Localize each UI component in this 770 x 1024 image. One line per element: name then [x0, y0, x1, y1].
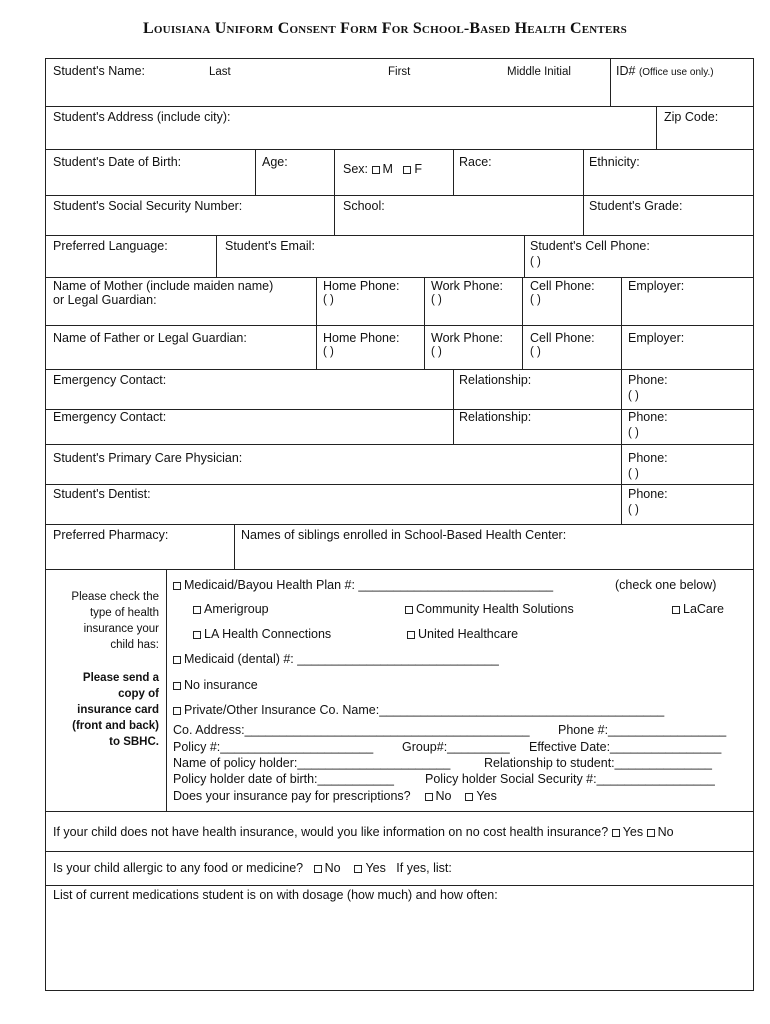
- col-divider: [255, 149, 256, 195]
- email-label: Student's Email:: [225, 239, 315, 253]
- lacare-checkbox[interactable]: [672, 606, 680, 614]
- send-card-note: copy of: [118, 688, 159, 700]
- row-divider: [46, 106, 753, 107]
- insurance-instruction: insurance your: [83, 623, 159, 635]
- col-divider: [216, 235, 217, 277]
- row-divider: [46, 484, 753, 485]
- no-cost-question-label: If your child does not have health insurance, would you like information on no cost health insurance?: [53, 825, 609, 839]
- sex-label: Sex:: [343, 162, 369, 176]
- col-divider: [453, 149, 454, 195]
- row-divider: [46, 851, 753, 852]
- prescriptions-no-checkbox[interactable]: [425, 793, 433, 801]
- dental-checkbox[interactable]: [173, 656, 181, 664]
- grade-label: Student's Grade:: [589, 199, 683, 213]
- insurance-instruction: child has:: [110, 639, 159, 651]
- row-divider: [46, 325, 753, 326]
- phone-paren: ( ): [323, 346, 334, 358]
- row-divider: [46, 235, 753, 236]
- no-label: No: [657, 825, 674, 839]
- mother-work-phone-label: Work Phone:: [431, 279, 504, 293]
- form-title: Louisiana Uniform Consent Form For School-Based Health Centers: [143, 20, 627, 37]
- holder-ssn-field: Policy holder Social Security #:_________________: [425, 772, 715, 786]
- yes-label: Yes: [622, 825, 644, 839]
- allergy-no-checkbox[interactable]: [314, 865, 322, 873]
- office-use-note: (Office use only.): [638, 67, 714, 78]
- phone-paren: ( ): [530, 346, 541, 358]
- male-checkbox[interactable]: [372, 166, 380, 174]
- phone-paren: ( ): [323, 294, 334, 306]
- amerigroup-label: Amerigroup: [204, 602, 269, 616]
- emergency-contact-label: Emergency Contact:: [53, 410, 167, 424]
- lacare-option: [672, 602, 724, 616]
- community-option: [405, 602, 574, 616]
- amerigroup-option: [193, 602, 269, 616]
- dob-label: Student's Date of Birth:: [53, 155, 182, 169]
- col-divider: [656, 106, 657, 149]
- prescriptions-yes-checkbox[interactable]: [465, 793, 473, 801]
- dental-label: Medicaid (dental) #: _____________________________: [184, 652, 499, 666]
- mother-label-2: or Legal Guardian:: [53, 293, 157, 307]
- phone-label: Phone:: [628, 451, 668, 465]
- mother-home-phone-label: Home Phone:: [323, 279, 400, 293]
- send-card-note: insurance card: [77, 704, 159, 716]
- consent-form: [45, 58, 754, 991]
- mother-employer-label: Employer:: [628, 279, 685, 293]
- middle-initial-label: Middle Initial: [507, 66, 571, 78]
- col-divider: [424, 277, 425, 369]
- no-cost-insurance-question: [53, 825, 674, 839]
- policy-holder-field: Name of policy holder:______________________: [173, 756, 451, 770]
- group-field: Group#:_________: [402, 740, 510, 754]
- united-checkbox[interactable]: [407, 631, 415, 639]
- no-insurance-label: No insurance: [184, 678, 258, 692]
- policy-field: Policy #:______________________: [173, 740, 374, 754]
- co-address-field: Co. Address:_________________________________________: [173, 723, 530, 737]
- united-label: United Healthcare: [418, 627, 519, 641]
- last-name-label: Last: [209, 66, 231, 78]
- row-divider: [46, 811, 753, 812]
- send-card-note: to SBHC.: [109, 736, 159, 748]
- id-label: [616, 64, 714, 80]
- la-health-checkbox[interactable]: [193, 631, 201, 639]
- co-phone-field: Phone #:_________________: [558, 723, 727, 737]
- phone-paren: ( ): [431, 294, 442, 306]
- info-no-checkbox[interactable]: [647, 829, 655, 837]
- relationship-label: Relationship:: [459, 373, 532, 387]
- col-divider: [334, 149, 335, 235]
- relationship-label: Relationship:: [459, 410, 532, 424]
- community-checkbox[interactable]: [405, 606, 413, 614]
- no-insurance-checkbox[interactable]: [173, 682, 181, 690]
- dentist-label: Student's Dentist:: [53, 487, 151, 501]
- allergy-question: [53, 861, 452, 875]
- col-divider: [453, 369, 454, 444]
- col-divider: [583, 149, 584, 235]
- phone-paren: ( ): [530, 256, 541, 268]
- id-text: ID#: [616, 64, 636, 78]
- father-work-phone-label: Work Phone:: [431, 331, 504, 345]
- col-divider: [522, 277, 523, 369]
- medications-label: List of current medications student is on with dosage (how much) and how often:: [53, 888, 498, 902]
- cell-phone-label: Student's Cell Phone:: [530, 239, 650, 253]
- prescriptions-question: [173, 789, 497, 803]
- insurance-instruction: Please check the: [71, 591, 159, 603]
- emergency-contact-label: Emergency Contact:: [53, 373, 167, 387]
- medicaid-option: [173, 578, 553, 592]
- sex-field: [343, 162, 422, 176]
- phone-paren: ( ): [628, 468, 639, 480]
- row-divider: [46, 569, 753, 570]
- col-divider: [621, 369, 622, 524]
- school-label: School:: [343, 199, 385, 213]
- col-divider: [610, 59, 611, 106]
- language-label: Preferred Language:: [53, 239, 168, 253]
- holder-dob-field: Policy holder date of birth:___________: [173, 772, 394, 786]
- phone-paren: ( ): [431, 346, 442, 358]
- la-health-label: LA Health Connections: [204, 627, 332, 641]
- allergy-yes-checkbox[interactable]: [354, 865, 362, 873]
- father-employer-label: Employer:: [628, 331, 685, 345]
- mother-label: Name of Mother (include maiden name): [53, 279, 274, 293]
- yes-label: Yes: [476, 789, 497, 803]
- physician-label: Student's Primary Care Physician:: [53, 451, 243, 465]
- send-card-note: Please send a: [82, 672, 159, 684]
- amerigroup-checkbox[interactable]: [193, 606, 201, 614]
- no-insurance-option: [173, 678, 258, 692]
- zip-label: Zip Code:: [664, 110, 719, 124]
- phone-paren: ( ): [628, 427, 639, 439]
- ssn-label: Student's Social Security Number:: [53, 199, 243, 213]
- private-label: Private/Other Insurance Co. Name:_________________________________________: [184, 703, 665, 717]
- phone-paren: ( ): [628, 504, 639, 516]
- no-label: No: [324, 861, 341, 875]
- row-divider: [46, 195, 753, 196]
- col-divider: [524, 235, 525, 277]
- siblings-label: Names of siblings enrolled in School-Based Health Center:: [241, 528, 567, 542]
- phone-label: Phone:: [628, 410, 668, 424]
- female-label: F: [414, 162, 422, 176]
- phone-paren: ( ): [530, 294, 541, 306]
- col-divider: [621, 277, 622, 369]
- row-divider: [46, 524, 753, 525]
- row-divider: [46, 369, 753, 370]
- first-name-label: First: [388, 66, 411, 78]
- age-label: Age:: [262, 155, 288, 169]
- row-divider: [46, 885, 753, 886]
- col-divider: [234, 524, 235, 569]
- effective-date-field: Effective Date:________________: [529, 740, 722, 754]
- mother-cell-phone-label: Cell Phone:: [530, 279, 595, 293]
- father-cell-phone-label: Cell Phone:: [530, 331, 595, 345]
- no-label: No: [435, 789, 452, 803]
- medicaid-checkbox[interactable]: [173, 582, 181, 590]
- dental-option: [173, 652, 499, 666]
- race-label: Race:: [459, 155, 492, 169]
- yes-label: Yes: [365, 861, 386, 875]
- info-yes-checkbox[interactable]: [612, 829, 620, 837]
- col-divider: [166, 569, 167, 811]
- row-divider: [46, 149, 753, 150]
- united-option: [407, 627, 518, 641]
- pharmacy-label: Preferred Pharmacy:: [53, 528, 169, 542]
- allergy-list-label: If yes, list:: [396, 861, 452, 875]
- phone-label: Phone:: [628, 487, 668, 501]
- private-checkbox[interactable]: [173, 707, 181, 715]
- phone-label: Phone:: [628, 373, 668, 387]
- male-label: M: [382, 162, 393, 176]
- female-checkbox[interactable]: [403, 166, 411, 174]
- father-label: Name of Father or Legal Guardian:: [53, 331, 247, 345]
- row-divider: [46, 444, 753, 445]
- col-divider: [316, 277, 317, 369]
- ethnicity-label: Ethnicity:: [589, 155, 640, 169]
- check-one-note: (check one below): [615, 578, 717, 592]
- relationship-field: Relationship to student:______________: [484, 756, 712, 770]
- la-health-option: [193, 627, 331, 641]
- prescriptions-label: Does your insurance pay for prescriptions?: [173, 789, 411, 803]
- medicaid-label: Medicaid/Bayou Health Plan #: ____________________________: [184, 578, 554, 592]
- community-label: Community Health Solutions: [416, 602, 574, 616]
- private-option: [173, 703, 664, 717]
- address-label: Student's Address (include city):: [53, 110, 231, 124]
- phone-paren: ( ): [628, 390, 639, 402]
- row-divider: [46, 277, 753, 278]
- student-name-label: Student's Name:: [53, 64, 146, 78]
- insurance-instruction: type of health: [89, 607, 159, 619]
- father-home-phone-label: Home Phone:: [323, 331, 400, 345]
- lacare-label: LaCare: [683, 602, 724, 616]
- allergy-question-label: Is your child allergic to any food or medicine?: [53, 861, 304, 875]
- send-card-note: (front and back): [72, 720, 159, 732]
